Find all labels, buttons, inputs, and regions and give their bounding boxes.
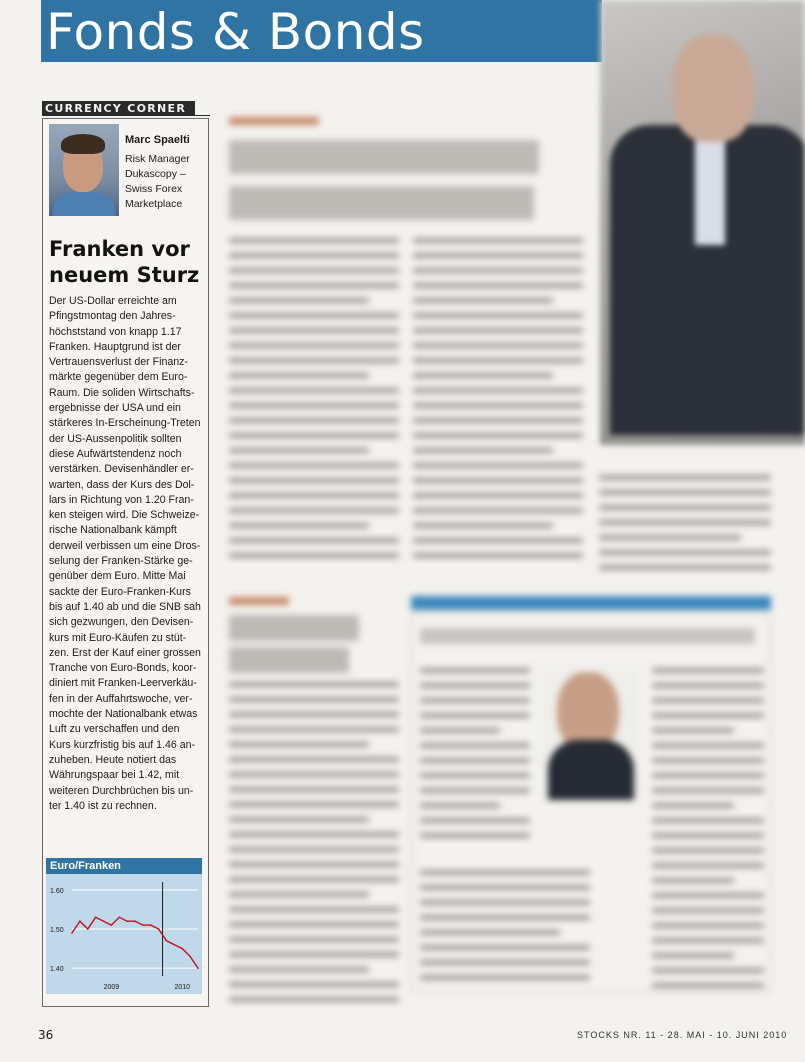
author-name: Marc Spaelti (125, 134, 190, 146)
data-point (87, 928, 89, 930)
body-line: fen in der Auffahrtswoche, ver- (49, 692, 193, 705)
body-line: Währungspaar bei 1.42, mit (49, 769, 180, 782)
body-line: selung der Franken-Stärke ge- (49, 555, 193, 568)
body-line: Franken. Hauptgrund ist der (49, 340, 181, 353)
section-title: Fonds & Bonds (46, 3, 425, 61)
body-line: diese Aufwärtstendenz noch (49, 447, 182, 460)
chart-area (46, 874, 202, 994)
headline-line: neuem Sturz (49, 263, 200, 287)
body-line: weiteren Durchbrüchen bis un- (49, 784, 194, 797)
data-point (174, 944, 176, 946)
body-line: rische Nationalbank kämpft (49, 524, 177, 537)
author-info-line: Risk Manager (125, 153, 190, 165)
data-point (95, 916, 97, 918)
body-line: Pfingstmontag den Jahres- (49, 310, 176, 323)
body-line: Tranche von Euro-Bonds, koor- (49, 662, 197, 675)
body-line: ergebnisse der USA und ein (49, 402, 181, 415)
data-point (150, 924, 152, 926)
body-line: ken steigen wird. Die Schweize- (49, 509, 200, 522)
data-point (158, 928, 160, 930)
body-line: warten, dass der Kurs des Dol- (49, 478, 195, 491)
data-point (181, 948, 183, 950)
body-line: genüber dem Euro. Mitte Mai (49, 570, 186, 583)
y-tick-label: 1.50 (50, 927, 64, 934)
y-tick-label: 1.60 (50, 887, 64, 895)
body-line: Luft zu verschaffen und den (49, 723, 180, 736)
data-point (142, 924, 144, 926)
body-line: mochte der Nationalbank etwas (49, 708, 198, 721)
author-info-line: Marketplace (125, 198, 183, 210)
euro-franken-chart (46, 874, 202, 994)
photo-figure-shirt (695, 125, 725, 245)
author-info (125, 152, 190, 212)
data-point (126, 920, 128, 922)
headline-line: Franken vor (49, 237, 190, 261)
currency-corner-label: CURRENCY CORNER (42, 101, 195, 116)
author-avatar (49, 124, 119, 216)
publication-info: STOCKS NR. 11 - 28. MAI - 10. JUNI 2010 (577, 1030, 788, 1040)
page-number: 36 (38, 1028, 54, 1042)
y-tick-label: 1.40 (50, 966, 64, 974)
body-line: märkte gegenüber dem Euro- (49, 371, 188, 384)
body-line: der US-Aussenpolitik sollten (49, 432, 182, 445)
body-line: bis auf 1.40 ab und die SNB sah (49, 600, 201, 613)
body-line: zuheben. Heute notiert das (49, 753, 177, 766)
body-line: sich gezwungen, den Devisen- (49, 616, 194, 629)
body-line: stärkeres In-Erscheinung-Treten (49, 417, 201, 430)
x-tick-label: 2010 (174, 984, 191, 991)
data-point (189, 956, 191, 958)
body-line: lars in Richtung von 1.20 Fran- (49, 493, 194, 506)
data-point (71, 932, 73, 934)
chart-title: Euro/Franken (46, 858, 202, 874)
body-line: Kurs kurzfristig bis auf 1.46 an- (49, 738, 196, 751)
author-info-line: Swiss Forex (125, 183, 183, 195)
author-info-line: Dukascopy – (125, 168, 186, 180)
data-point (111, 924, 113, 926)
photo-figure-head (672, 34, 754, 142)
data-point (134, 920, 136, 922)
body-line: Vertrauensverlust der Finanz- (49, 356, 188, 369)
data-point (166, 940, 168, 942)
x-tick-label: 2009 (103, 984, 120, 991)
label-divider (195, 115, 210, 116)
article-body (49, 294, 204, 814)
data-point (103, 920, 105, 922)
series-line (72, 917, 198, 968)
article-photo (600, 0, 805, 445)
body-line: höchststand von knapp 1.17 (49, 325, 182, 338)
body-line: ter 1.40 ist zu rechnen. (49, 799, 157, 812)
body-line: sackte der Euro-Franken-Kurs (49, 585, 191, 598)
body-line: Der US-Dollar erreichte am (49, 295, 177, 307)
data-point (197, 967, 199, 969)
body-line: diniert mit Franken-Leerverkäu- (49, 677, 197, 690)
body-line: kurs mit Euro-Käufen zu stüt- (49, 631, 187, 644)
body-line: zen. Erst der Kauf einer grossen (49, 646, 201, 659)
body-line: Raum. Die soliden Wirtschafts- (49, 386, 195, 399)
data-point (79, 920, 81, 922)
article-headline (49, 236, 199, 288)
body-line: verstärken. Devisenhändler er- (49, 463, 194, 476)
data-point (118, 916, 120, 918)
body-line: derweil verbissen um eine Dros- (49, 539, 201, 552)
